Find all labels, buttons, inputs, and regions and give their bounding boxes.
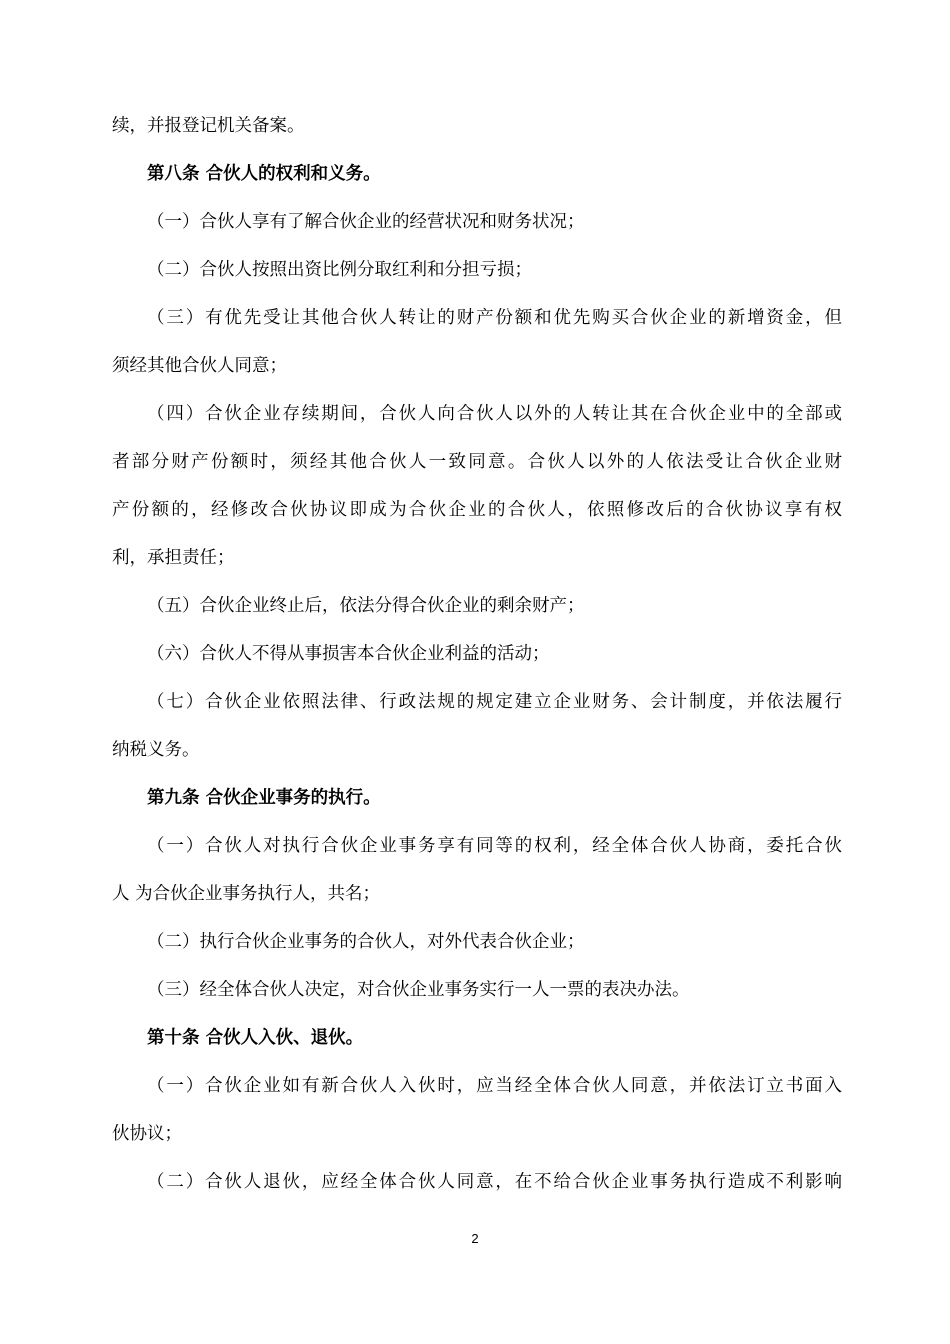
article-8-item-7-line-2: 纳税义务。 [112,740,200,760]
article-9-item-1-line-2: 人 为合伙企业事务执行人，共名； [112,884,381,904]
article-8-item-1: （一）合伙人享有了解合伙企业的经营状况和财务状况； [147,212,585,232]
article-8-item-3-line-1: （三）有优先受让其他合伙人转让的财产份额和优先购买合伙企业的新增资金，但 [147,308,842,328]
article-8-item-6: （六）合伙人不得从事损害本合伙企业利益的活动； [147,644,550,664]
paragraph-continuation: 续，并报登记机关备案。 [112,116,305,136]
article-8-item-7-line-1: （七）合伙企业依照法律、行政法规的规定建立企业财务、会计制度，并依法履行 [147,692,842,712]
article-9-item-3: （三）经全体合伙人决定，对合伙企业事务实行一人一票的表决办法。 [147,980,690,1000]
article-8-item-2: （二）合伙人按照出资比例分取红利和分担亏损； [147,260,532,280]
article-9-item-1-line-1: （一）合伙人对执行合伙企业事务享有同等的权利，经全体合伙人协商，委托合伙 [147,836,842,856]
article-8-item-4-line-4: 利，承担责任； [112,548,235,568]
article-9-heading: 第九条 合伙企业事务的执行。 [147,788,381,808]
article-8-item-4-line-1: （四）合伙企业存续期间，合伙人向合伙人以外的人转让其在合伙企业中的全部或 [147,404,842,424]
page-number: 2 [471,1231,479,1246]
article-10-item-1-line-1: （一）合伙企业如有新合伙人入伙时，应当经全体合伙人同意，并依法订立书面入 [147,1076,842,1096]
article-8-heading: 第八条 合伙人的权利和义务。 [147,164,381,184]
article-9-item-2: （二）执行合伙企业事务的合伙人，对外代表合伙企业； [147,932,585,952]
article-8-item-4-line-3: 产份额的，经修改合伙协议即成为合伙企业的合伙人，依照修改后的合伙协议享有权 [112,500,842,520]
article-10-heading: 第十条 合伙人入伙、退伙。 [147,1028,364,1048]
article-10-item-1-line-2: 伙协议； [112,1124,182,1144]
article-8-item-4-line-2: 者部分财产份额时，须经其他合伙人一致同意。合伙人以外的人依法受让合伙企业财 [112,452,842,472]
article-10-item-2-line-1: （二）合伙人退伙，应经全体合伙人同意，在不给合伙企业事务执行造成不利影响 [147,1172,842,1192]
article-8-item-5: （五）合伙企业终止后，依法分得合伙企业的剩余财产； [147,596,585,616]
article-8-item-3-line-2: 须经其他合伙人同意； [112,356,287,376]
